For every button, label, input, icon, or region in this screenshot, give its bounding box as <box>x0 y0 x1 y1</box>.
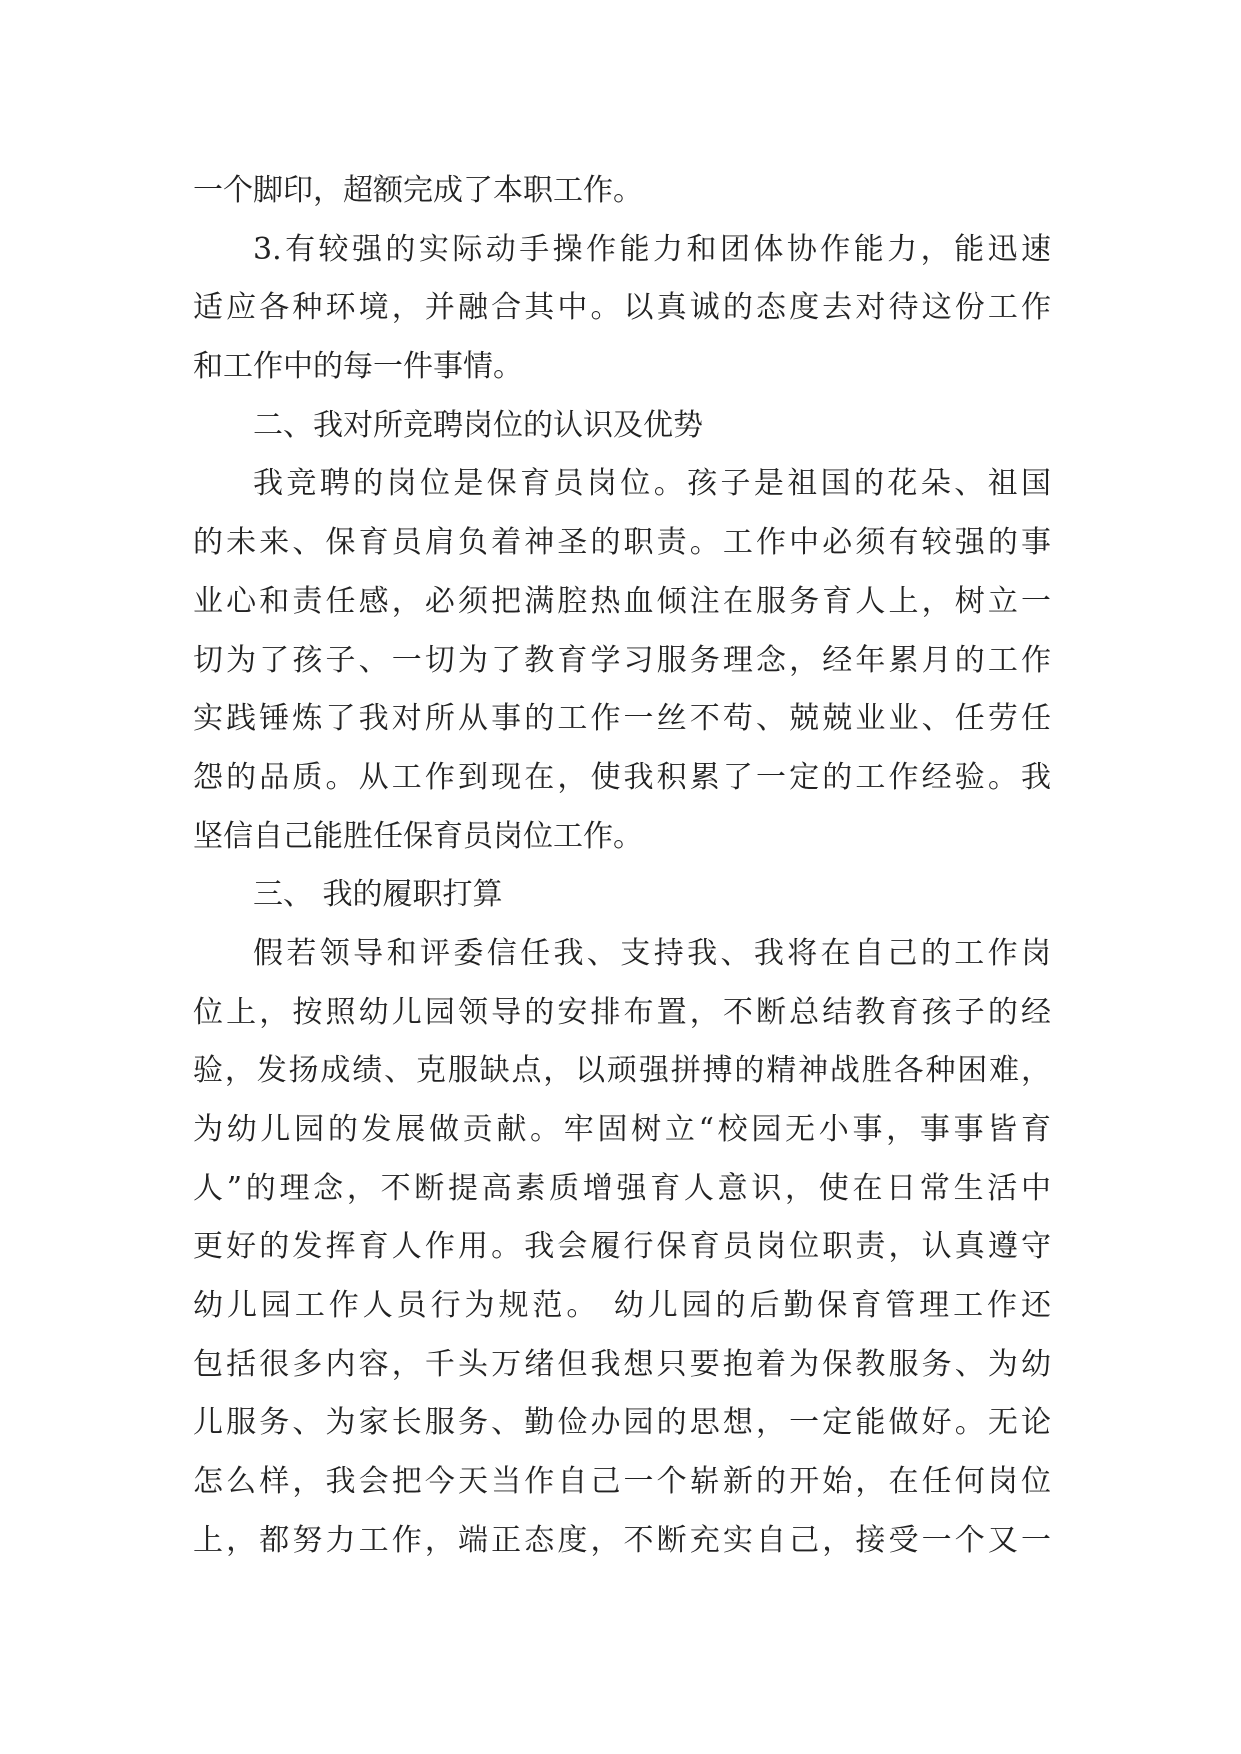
text-line: 二、我对所竞聘岗位的认识及优势 <box>253 407 703 443</box>
text-line: 位上，按照幼儿园领导的安排布置，不断总结教育孩子的经 <box>193 994 1051 1030</box>
text-line: 为幼儿园的发展做贡献。牢固树立“校园无小事，事事皆育 <box>193 1112 1051 1147</box>
text-line: 的未来、保育员肩负着神圣的职责。工作中必须有较强的事 <box>193 525 1051 561</box>
text-line: 儿服务、为家长服务、勤俭办园的思想，一定能做好。无论 <box>193 1405 1051 1441</box>
text-line: 和工作中的每一件事情。 <box>193 349 523 385</box>
text-line: 3.有较强的实际动手操作能力和团体协作能力，能迅速 <box>253 231 1051 267</box>
text-line: 业心和责任感，必须把满腔热血倾注在服务育人上，树立一 <box>193 583 1051 619</box>
text-line: 人”的理念，不断提高素质增强育人意识，使在日常生活中 <box>193 1170 1051 1206</box>
text-line: 假若领导和评委信任我、支持我、我将在自己的工作岗 <box>253 935 1051 971</box>
text-line: 一个脚印，超额完成了本职工作。 <box>193 173 643 208</box>
text-line: 怎么样，我会把今天当作自己一个崭新的开始，在任何岗位 <box>193 1464 1051 1500</box>
text-line: 实践锤炼了我对所从事的工作一丝不苟、兢兢业业、任劳任 <box>193 701 1051 737</box>
text-line: 坚信自己能胜任保育员岗位工作。 <box>193 818 643 854</box>
text-line: 三、 我的履职打算 <box>253 877 503 913</box>
text-line: 幼儿园工作人员行为规范。 幼儿园的后勤保育管理工作还 <box>193 1288 1051 1324</box>
document-body <box>193 162 1051 1571</box>
text-line: 包括很多内容，千头万绪但我想只要抱着为保教服务、为幼 <box>193 1346 1051 1382</box>
text-line: 切为了孩子、一切为了教育学习服务理念，经年累月的工作 <box>193 642 1051 678</box>
text-line: 更好的发挥育人作用。我会履行保育员岗位职责，认真遵守 <box>193 1229 1051 1265</box>
text-line: 上，都努力工作，端正态度，不断充实自己，接受一个又一 <box>193 1522 1051 1558</box>
text-line: 适应各种环境，并融合其中。以真诚的态度去对待这份工作 <box>193 290 1051 326</box>
text-line: 怨的品质。从工作到现在，使我积累了一定的工作经验。我 <box>193 759 1051 795</box>
text-line: 我竞聘的岗位是保育员岗位。孩子是祖国的花朵、祖国 <box>253 466 1051 502</box>
text-line: 验，发扬成绩、克服缺点，以顽强拼搏的精神战胜各种困难， <box>193 1053 1051 1089</box>
